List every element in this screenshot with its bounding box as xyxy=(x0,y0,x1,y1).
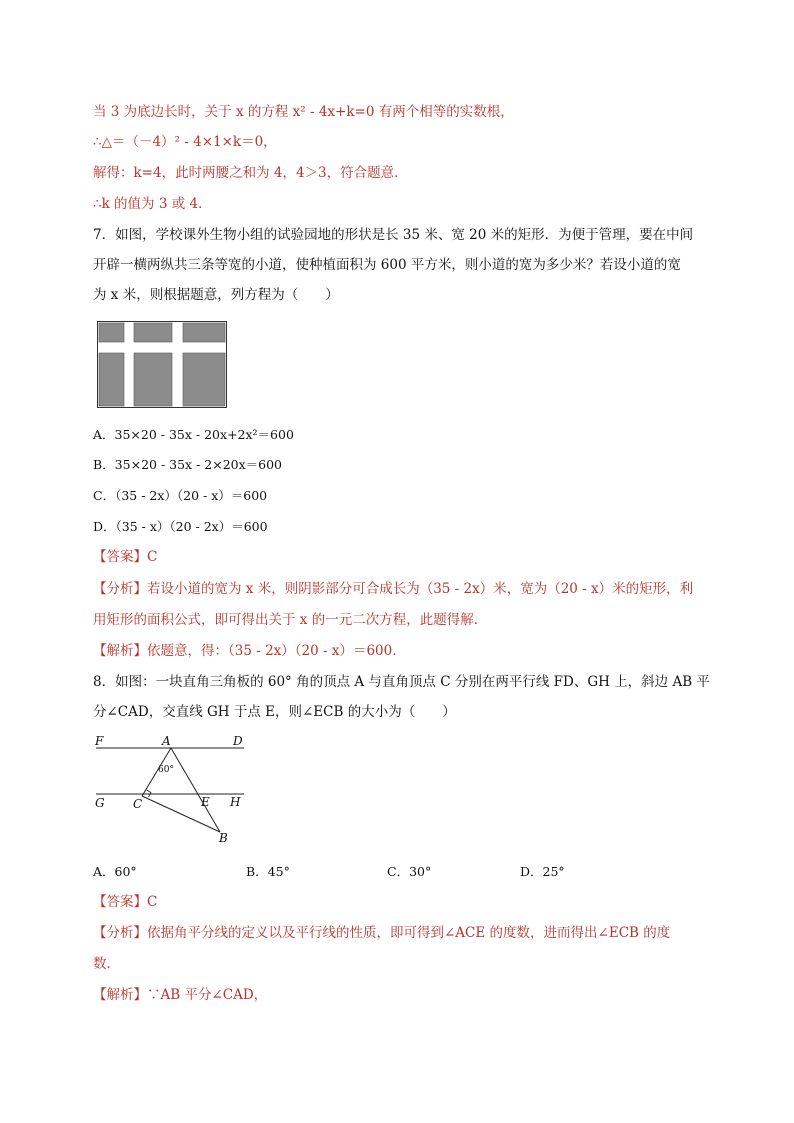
question-7-line-3: 为 x 米，则根据题意，列方程为（ ） xyxy=(93,287,339,303)
choice-b: B．45° xyxy=(246,864,290,879)
solution-8: 【解析】∵AB 平分∠CAD， xyxy=(93,987,268,1003)
analysis-8-line-2: 数． xyxy=(93,956,120,972)
question-8-line-2: 分∠CAD，交直线 GH 于点 E，则∠ECB 的大小为（ ） xyxy=(93,704,456,720)
solution-line-1: 当 3 为底边长时，关于 x 的方程 x² - 4x+k=0 有两个相等的实数根， xyxy=(93,104,514,120)
garden-plot-figure xyxy=(97,321,227,408)
plot-bottom-middle xyxy=(134,353,172,406)
option-b: B．35×20 - 35x - 2×20x＝600 xyxy=(93,457,283,472)
question-8-choices xyxy=(93,862,653,880)
triangle-parallel-lines-figure xyxy=(92,733,252,845)
question-8-line-1: 8．如图：一块直角三角板的 60° 角的顶点 A 与直角顶点 C 分别在两平行线 FD、GH 上，斜边 AB 平 xyxy=(93,674,710,690)
option-d: D．（35 - x）（20 - 2x）＝600 xyxy=(93,519,268,534)
choice-d: D．25° xyxy=(520,864,565,879)
plot-top-right xyxy=(183,323,225,342)
option-c: C．（35 - 2x）（20 - x）＝600 xyxy=(93,488,268,503)
plot-bottom-right xyxy=(183,353,225,406)
question-7-line-2: 开辟一横两纵共三条等宽的小道，使种植面积为 600 平方米，则小道的宽为多少米？若设小道的宽 xyxy=(93,257,681,273)
analysis-8-line-1: 【分析】依据角平分线的定义以及平行线的性质，即可得到∠ACE 的度数，进而得出∠ECB 的度 xyxy=(93,925,671,941)
option-a: A．35×20 - 35x - 20x+2x²＝600 xyxy=(93,427,294,442)
plot-top-middle xyxy=(134,323,172,342)
label-b: B xyxy=(219,831,228,845)
analysis-7-line-2: 用矩形的面积公式，即可得出关于 x 的一元二次方程，此题得解． xyxy=(93,612,488,628)
solution-line-2: ∴△＝（－4）² - 4×1×k＝0， xyxy=(93,134,277,150)
label-e: E xyxy=(201,795,210,809)
answer-7: 【答案】C xyxy=(93,549,158,565)
label-angle-60: 60° xyxy=(158,765,174,775)
plot-bottom-left xyxy=(99,353,124,406)
label-d: D xyxy=(233,734,243,748)
label-a: A xyxy=(162,734,171,748)
choice-a: A．60° xyxy=(93,864,137,879)
label-h: H xyxy=(230,795,241,809)
answer-8: 【答案】C xyxy=(93,894,158,910)
question-7-line-1: 7．如图，学校课外生物小组的试验园地的形状是长 35 米、宽 20 米的矩形．为便于管理，要在中间 xyxy=(93,227,694,243)
analysis-7-line-1: 【分析】若设小道的宽为 x 米，则阴影部分可合成长为（35 - 2x）米，宽为（20 - x）米的矩形，利 xyxy=(93,581,694,597)
label-c: C xyxy=(133,797,143,811)
plot-top-left xyxy=(99,323,124,342)
label-g: G xyxy=(95,796,105,810)
label-f: F xyxy=(95,734,104,748)
solution-line-4: ∴k 的值为 3 或 4． xyxy=(93,196,212,212)
choice-c: C．30° xyxy=(387,864,432,879)
side-ab xyxy=(171,748,220,832)
solution-line-3: 解得：k=4，此时两腰之和为 4，4＞3，符合题意． xyxy=(93,165,408,181)
solution-7: 【解析】依题意，得：（35 - 2x）（20 - x）＝600． xyxy=(93,643,406,659)
